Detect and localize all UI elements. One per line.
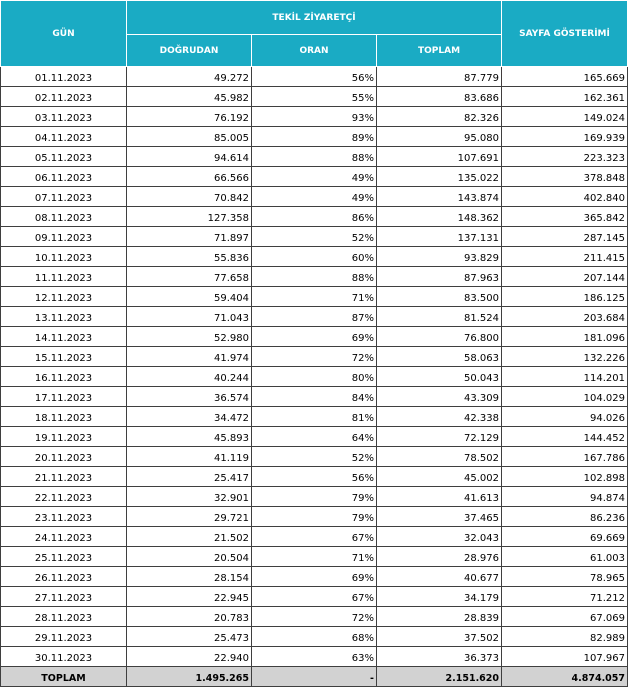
cell-pageviews: 82.989: [502, 627, 628, 647]
table-row: [1, 387, 628, 407]
cell-total: 93.829: [377, 247, 502, 267]
cell-total: 143.874: [377, 187, 502, 207]
cell-pageviews: 402.840: [502, 187, 628, 207]
table-row: [1, 427, 628, 447]
totals-pageviews: 4.874.057: [502, 667, 628, 687]
cell-total: 37.465: [377, 507, 502, 527]
cell-day: 08.11.2023: [1, 207, 127, 227]
cell-pageviews: 132.226: [502, 347, 628, 367]
cell-day: 14.11.2023: [1, 327, 127, 347]
cell-direct: 20.783: [127, 607, 252, 627]
cell-ratio: 72%: [252, 347, 377, 367]
totals-ratio: -: [252, 667, 377, 687]
cell-total: 43.309: [377, 387, 502, 407]
cell-ratio: 80%: [252, 367, 377, 387]
cell-pageviews: 165.669: [502, 67, 628, 87]
cell-day: 18.11.2023: [1, 407, 127, 427]
cell-day: 06.11.2023: [1, 167, 127, 187]
cell-day: 17.11.2023: [1, 387, 127, 407]
totals-direct: 1.495.265: [127, 667, 252, 687]
cell-ratio: 52%: [252, 447, 377, 467]
cell-day: 22.11.2023: [1, 487, 127, 507]
cell-pageviews: 94.026: [502, 407, 628, 427]
cell-direct: 94.614: [127, 147, 252, 167]
cell-direct: 28.154: [127, 567, 252, 587]
cell-day: 04.11.2023: [1, 127, 127, 147]
cell-total: 45.002: [377, 467, 502, 487]
table-row: [1, 567, 628, 587]
cell-total: 137.131: [377, 227, 502, 247]
cell-day: 21.11.2023: [1, 467, 127, 487]
cell-day: 20.11.2023: [1, 447, 127, 467]
cell-total: 28.976: [377, 547, 502, 567]
cell-ratio: 79%: [252, 487, 377, 507]
cell-total: 37.502: [377, 627, 502, 647]
cell-day: 13.11.2023: [1, 307, 127, 327]
cell-ratio: 52%: [252, 227, 377, 247]
cell-day: 09.11.2023: [1, 227, 127, 247]
cell-direct: 25.417: [127, 467, 252, 487]
cell-direct: 59.404: [127, 287, 252, 307]
cell-ratio: 88%: [252, 147, 377, 167]
cell-day: 24.11.2023: [1, 527, 127, 547]
cell-pageviews: 69.669: [502, 527, 628, 547]
table-row: [1, 447, 628, 467]
table-row: [1, 287, 628, 307]
cell-ratio: 72%: [252, 607, 377, 627]
cell-pageviews: 104.029: [502, 387, 628, 407]
cell-ratio: 63%: [252, 647, 377, 667]
cell-ratio: 86%: [252, 207, 377, 227]
cell-ratio: 81%: [252, 407, 377, 427]
cell-total: 135.022: [377, 167, 502, 187]
cell-pageviews: 61.003: [502, 547, 628, 567]
cell-ratio: 93%: [252, 107, 377, 127]
table-row: [1, 267, 628, 287]
cell-direct: 71.043: [127, 307, 252, 327]
table-header: [1, 1, 628, 67]
cell-ratio: 69%: [252, 567, 377, 587]
cell-day: 10.11.2023: [1, 247, 127, 267]
cell-ratio: 84%: [252, 387, 377, 407]
table-row: [1, 547, 628, 567]
cell-ratio: 49%: [252, 187, 377, 207]
table-row: [1, 307, 628, 327]
cell-pageviews: 114.201: [502, 367, 628, 387]
cell-ratio: 49%: [252, 167, 377, 187]
cell-day: 07.11.2023: [1, 187, 127, 207]
cell-pageviews: 94.874: [502, 487, 628, 507]
table-row: [1, 507, 628, 527]
cell-total: 76.800: [377, 327, 502, 347]
table-body: [1, 67, 628, 667]
cell-direct: 85.005: [127, 127, 252, 147]
cell-pageviews: 78.965: [502, 567, 628, 587]
cell-total: 107.691: [377, 147, 502, 167]
cell-direct: 66.566: [127, 167, 252, 187]
cell-total: 72.129: [377, 427, 502, 447]
table-row: [1, 127, 628, 147]
header-day: GÜN: [1, 1, 127, 67]
cell-pageviews: 207.144: [502, 267, 628, 287]
cell-total: 87.779: [377, 67, 502, 87]
cell-ratio: 71%: [252, 287, 377, 307]
cell-pageviews: 181.096: [502, 327, 628, 347]
cell-day: 16.11.2023: [1, 367, 127, 387]
table-row: [1, 167, 628, 187]
table-row: [1, 227, 628, 247]
cell-day: 30.11.2023: [1, 647, 127, 667]
cell-direct: 71.897: [127, 227, 252, 247]
cell-pageviews: 186.125: [502, 287, 628, 307]
cell-ratio: 55%: [252, 87, 377, 107]
cell-pageviews: 71.212: [502, 587, 628, 607]
cell-ratio: 67%: [252, 587, 377, 607]
table-row: [1, 587, 628, 607]
cell-ratio: 56%: [252, 467, 377, 487]
table-row: [1, 187, 628, 207]
cell-total: 40.677: [377, 567, 502, 587]
cell-total: 87.963: [377, 267, 502, 287]
cell-pageviews: 287.145: [502, 227, 628, 247]
cell-total: 81.524: [377, 307, 502, 327]
cell-direct: 21.502: [127, 527, 252, 547]
cell-pageviews: 67.069: [502, 607, 628, 627]
cell-total: 50.043: [377, 367, 502, 387]
cell-total: 58.063: [377, 347, 502, 367]
cell-ratio: 68%: [252, 627, 377, 647]
cell-direct: 45.893: [127, 427, 252, 447]
cell-ratio: 64%: [252, 427, 377, 447]
cell-direct: 70.842: [127, 187, 252, 207]
cell-pageviews: 169.939: [502, 127, 628, 147]
header-pageviews: SAYFA GÖSTERİMİ: [502, 1, 628, 67]
table-row: [1, 327, 628, 347]
cell-total: 95.080: [377, 127, 502, 147]
cell-ratio: 79%: [252, 507, 377, 527]
totals-total: 2.151.620: [377, 667, 502, 687]
table-row: [1, 107, 628, 127]
cell-ratio: 56%: [252, 67, 377, 87]
cell-direct: 41.974: [127, 347, 252, 367]
cell-pageviews: 365.842: [502, 207, 628, 227]
cell-day: 19.11.2023: [1, 427, 127, 447]
cell-day: 27.11.2023: [1, 587, 127, 607]
cell-ratio: 71%: [252, 547, 377, 567]
cell-direct: 22.945: [127, 587, 252, 607]
cell-direct: 40.244: [127, 367, 252, 387]
cell-pageviews: 86.236: [502, 507, 628, 527]
cell-direct: 127.358: [127, 207, 252, 227]
cell-direct: 45.982: [127, 87, 252, 107]
cell-ratio: 60%: [252, 247, 377, 267]
table-row: [1, 627, 628, 647]
table-row: [1, 607, 628, 627]
cell-total: 28.839: [377, 607, 502, 627]
cell-total: 148.362: [377, 207, 502, 227]
cell-pageviews: 167.786: [502, 447, 628, 467]
table-row: [1, 467, 628, 487]
table-row: [1, 67, 628, 87]
totals-row: [1, 667, 628, 687]
cell-direct: 36.574: [127, 387, 252, 407]
totals-label: TOPLAM: [1, 667, 127, 687]
header-direct: DOĞRUDAN: [127, 35, 252, 67]
cell-direct: 25.473: [127, 627, 252, 647]
cell-total: 78.502: [377, 447, 502, 467]
table-row: [1, 87, 628, 107]
cell-ratio: 88%: [252, 267, 377, 287]
table-row: [1, 347, 628, 367]
table-row: [1, 367, 628, 387]
cell-pageviews: 102.898: [502, 467, 628, 487]
cell-day: 23.11.2023: [1, 507, 127, 527]
cell-day: 15.11.2023: [1, 347, 127, 367]
cell-direct: 22.940: [127, 647, 252, 667]
cell-day: 29.11.2023: [1, 627, 127, 647]
table-row: [1, 487, 628, 507]
cell-direct: 52.980: [127, 327, 252, 347]
table-row: [1, 407, 628, 427]
cell-pageviews: 107.967: [502, 647, 628, 667]
cell-total: 36.373: [377, 647, 502, 667]
cell-pageviews: 162.361: [502, 87, 628, 107]
cell-ratio: 89%: [252, 127, 377, 147]
cell-total: 34.179: [377, 587, 502, 607]
cell-total: 83.686: [377, 87, 502, 107]
cell-day: 01.11.2023: [1, 67, 127, 87]
cell-direct: 20.504: [127, 547, 252, 567]
header-unique-visitors: TEKİL ZİYARETÇİ: [127, 1, 502, 35]
cell-total: 42.338: [377, 407, 502, 427]
cell-ratio: 67%: [252, 527, 377, 547]
cell-total: 83.500: [377, 287, 502, 307]
cell-pageviews: 378.848: [502, 167, 628, 187]
table-row: [1, 647, 628, 667]
cell-day: 02.11.2023: [1, 87, 127, 107]
cell-direct: 41.119: [127, 447, 252, 467]
table-row: [1, 247, 628, 267]
cell-pageviews: 211.415: [502, 247, 628, 267]
cell-direct: 55.836: [127, 247, 252, 267]
cell-ratio: 69%: [252, 327, 377, 347]
cell-day: 12.11.2023: [1, 287, 127, 307]
cell-total: 41.613: [377, 487, 502, 507]
cell-day: 26.11.2023: [1, 567, 127, 587]
cell-direct: 34.472: [127, 407, 252, 427]
table-row: [1, 207, 628, 227]
cell-day: 05.11.2023: [1, 147, 127, 167]
header-total: TOPLAM: [377, 35, 502, 67]
cell-pageviews: 149.024: [502, 107, 628, 127]
cell-pageviews: 223.323: [502, 147, 628, 167]
table-row: [1, 527, 628, 547]
cell-day: 25.11.2023: [1, 547, 127, 567]
cell-day: 03.11.2023: [1, 107, 127, 127]
cell-direct: 49.272: [127, 67, 252, 87]
cell-direct: 77.658: [127, 267, 252, 287]
cell-pageviews: 144.452: [502, 427, 628, 447]
table-row: [1, 147, 628, 167]
cell-day: 11.11.2023: [1, 267, 127, 287]
cell-pageviews: 203.684: [502, 307, 628, 327]
cell-ratio: 87%: [252, 307, 377, 327]
cell-day: 28.11.2023: [1, 607, 127, 627]
cell-total: 32.043: [377, 527, 502, 547]
cell-direct: 76.192: [127, 107, 252, 127]
cell-direct: 32.901: [127, 487, 252, 507]
cell-direct: 29.721: [127, 507, 252, 527]
cell-total: 82.326: [377, 107, 502, 127]
header-ratio: ORAN: [252, 35, 377, 67]
